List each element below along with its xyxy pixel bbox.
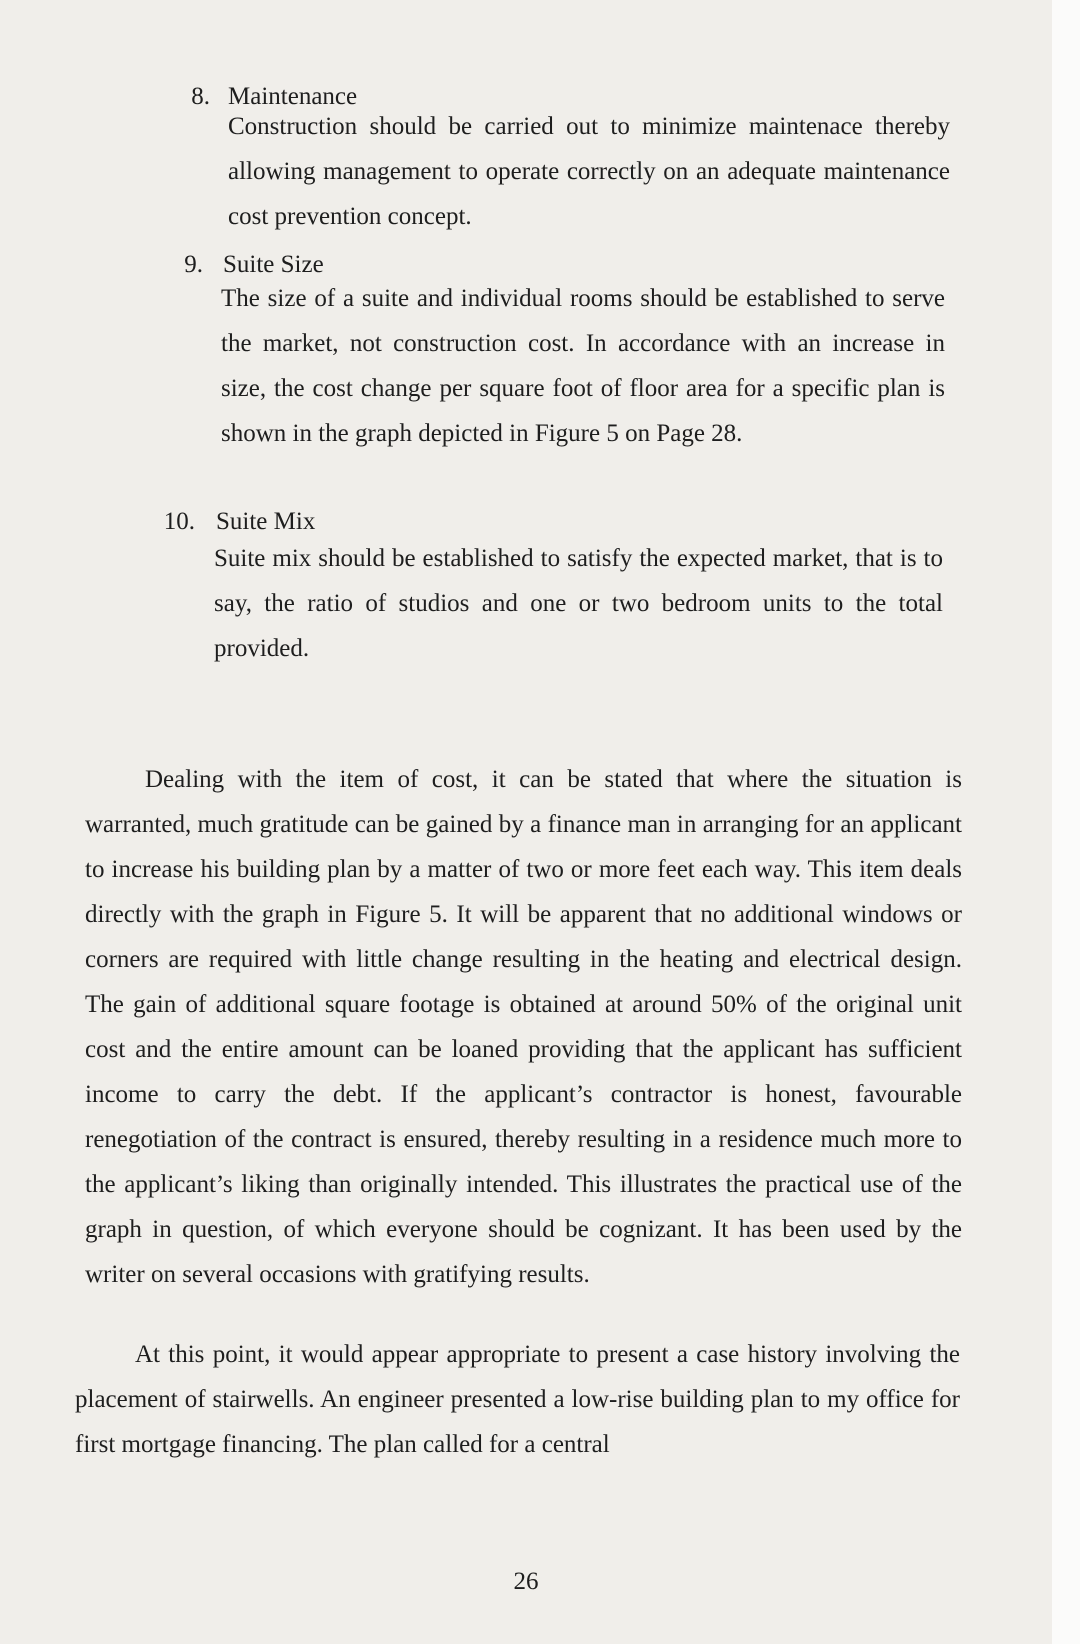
page-edge bbox=[1052, 0, 1080, 1644]
item-title: Suite Mix bbox=[216, 508, 316, 535]
item-number: 9. bbox=[184, 251, 203, 278]
item-number: 8. bbox=[191, 83, 210, 110]
item-body: The size of a suite and individual rooms should be established to serve the market, not construction cost. In accordance with an increase in size, the cost change per square foot of floor area for a specific plan is shown in the graph depicted in Figure 5 on Page 28. bbox=[221, 285, 945, 447]
body-paragraph: At this point, it would appear appropriate to present a case history involving the placement of stairwells. An engineer presented a low-rise building plan to my office for first mortgage financing. The plan called for a central bbox=[75, 1341, 960, 1458]
item-body: Construction should be carried out to minimize maintenace thereby allowing management to operate correctly on an adequate maintenance cost prevention concept. bbox=[228, 113, 950, 230]
page-number: 26 bbox=[513, 1568, 539, 1595]
item-number: 10. bbox=[163, 508, 195, 535]
item-body: Suite mix should be established to satisfy the expected market, that is to say, the ratio of studios and one or two bedroom units to the total provided. bbox=[214, 545, 943, 662]
body-paragraph: Dealing with the item of cost, it can be stated that where the situation is warranted, much gratitude can be gained by a finance man in arranging for an applicant to increase his building plan by a matter of two or more feet each way. This item deals directly with the graph in Figure 5. It will be apparent that no additional windows or corners are required with little change resulting in the heating and electrical design. The gain of additional square footage is obtained at around 50% of the original unit cost and the entire amount can be loaned providing that the applicant has sufficient income to carry the debt. If the applicant’s contractor is honest, favourable renegotiation of the contract is ensured, thereby resulting in a residence much more to the applicant’s liking than originally intended. This illustrates the practical use of the graph in question, of which everyone should be cognizant. It has been used by the writer on several occasions with gratifying results. bbox=[85, 766, 962, 1288]
item-title: Maintenance bbox=[228, 83, 358, 110]
item-title: Suite Size bbox=[223, 251, 324, 278]
